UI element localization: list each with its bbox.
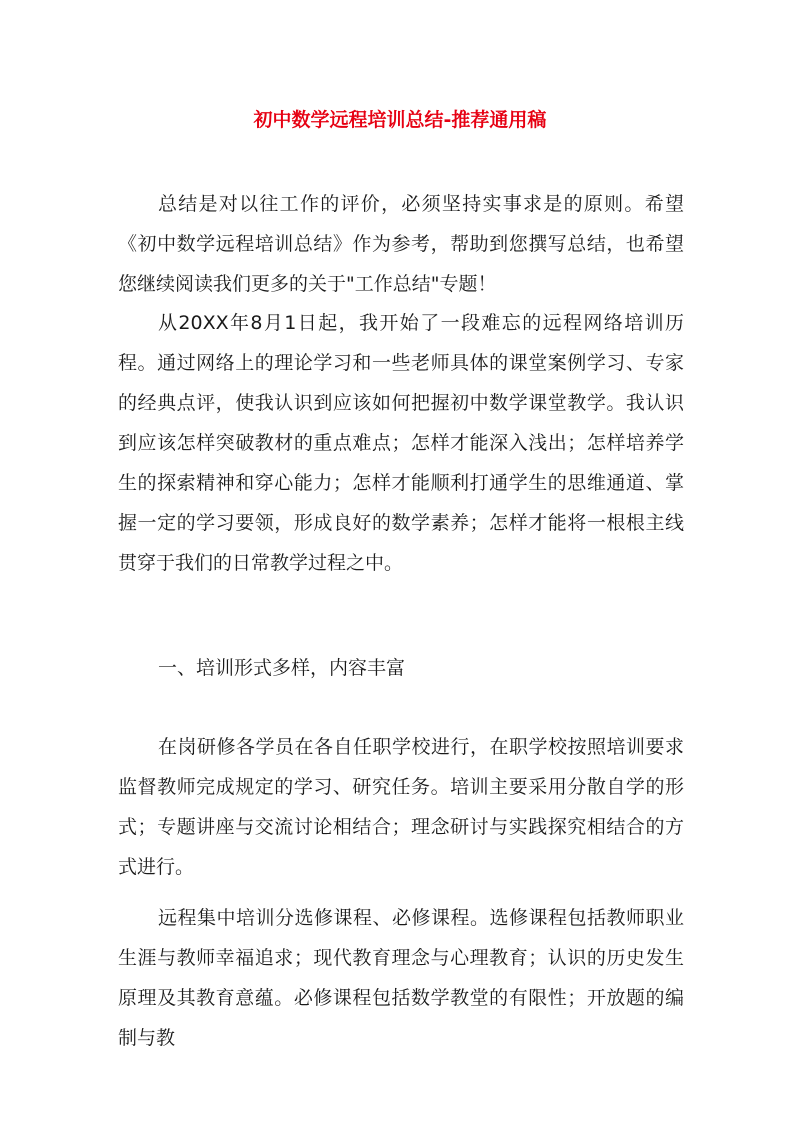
intro-paragraph: 总结是对以往工作的评价，必须坚持实事求是的原则。希望《初中数学远程培训总结》作为参考，帮助到您撰写总结，也希望您继续阅读我们更多的关于"工作总结"专题！ bbox=[118, 193, 684, 295]
remote-training-paragraph: 远程集中培训分选修课程、必修课程。选修课程包括教师职业生涯与教师幸福追求；现代教育理念与心理教育；认识的历史发生原理及其教育意蕴。必修课程包括数学教堂的有限性；开放题的编制与教 bbox=[118, 907, 684, 1049]
document-title: 初中数学远程培训总结-推荐通用稿 bbox=[253, 109, 547, 131]
training-start-paragraph: 从20XX年8月1日起，我开始了一段难忘的远程网络培训历程。通过网络上的理论学习和一些老师具体的课堂案例学习、专家的经典点评，使我认识到应该如何把握初中数学课堂教学。我认识到应该怎样突破教材的重点难点；怎样才能深入浅出；怎样培养学生的探索精神和穿心能力；怎样才能顺利打通学生的思维通道、掌握一定的学习要领，形成良好的数学素养；怎样才能将一根根主线贯穿于我们的日常教学过程之中。 bbox=[118, 312, 684, 574]
onsite-training-paragraph: 在岗研修各学员在各自任职学校进行，在职学校按照培训要求监督教师完成规定的学习、研究任务。培训主要采用分散自学的形式；专题讲座与交流讨论相结合；理念研讨与实践探究相结合的方式进行。 bbox=[118, 736, 684, 878]
section-heading: 一、培训形式多样，内容丰富 bbox=[158, 657, 406, 679]
